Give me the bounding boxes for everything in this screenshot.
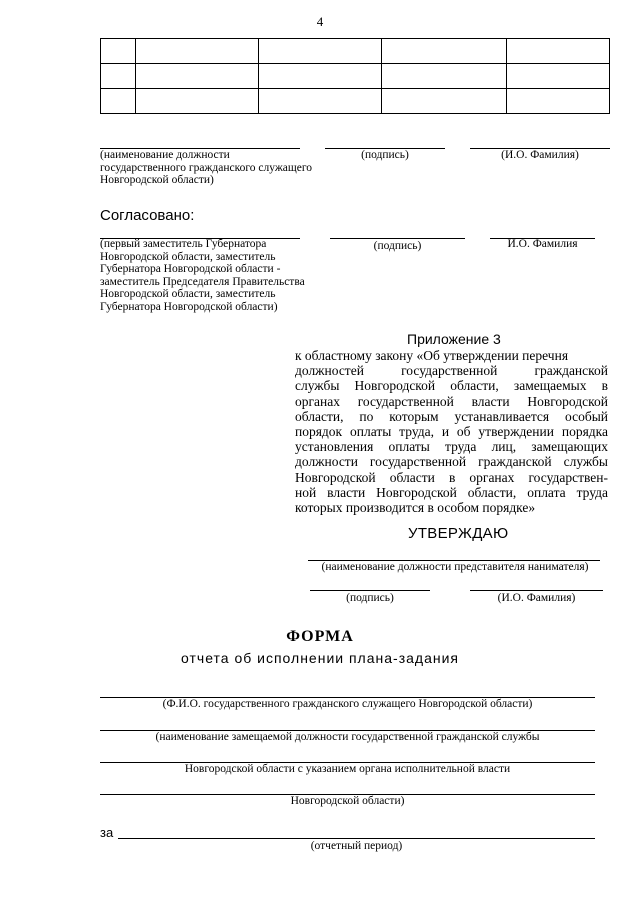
- table-cell: [382, 64, 507, 89]
- position-caption: (наименование замещаемой должности государственной гражданской службы: [155, 731, 540, 743]
- table-row: [101, 89, 610, 114]
- signature-caption: (подпись): [361, 149, 409, 161]
- appendix-line: порядок оплаты труда, и об утверждении порядка: [295, 424, 608, 440]
- appendix-title: Приложение 3: [407, 331, 501, 347]
- fio-caption: (Ф.И.О. государственного гражданского служащего Новгородской области): [162, 698, 533, 710]
- table-cell: [136, 39, 259, 64]
- deputy-position-caption: (первый заместитель Губернатора Новгородской области, заместитель Губернатора Новгородской области - заместитель Председателя Правительства Новгородской области, заместитель Губернатора Новгородской области): [100, 238, 305, 313]
- form-subtitle: отчета об исполнении плана-задания: [181, 650, 459, 666]
- signature-line-signature: [330, 238, 465, 239]
- appendix-line: ной власти Новгородской области, оплата труда: [295, 484, 608, 500]
- signature-caption: (подпись): [346, 592, 394, 604]
- appendix-line: должности государственной гражданской службы: [295, 454, 608, 470]
- period-line: [118, 838, 595, 839]
- appendix-line: к областному закону «Об утверждении перечня: [295, 348, 569, 363]
- appendix-line: Новгородской области в органах государствен-: [295, 469, 608, 485]
- table-cell: [259, 64, 382, 89]
- signature-caption: (подпись): [373, 240, 422, 252]
- plan-table: [100, 38, 610, 114]
- appendix-line: органах государственной власти Новгородской: [295, 393, 608, 409]
- appendix-line: службы Новгородской области, замещаемых в: [295, 378, 608, 394]
- signature-line-name: [470, 590, 603, 591]
- table-cell: [136, 89, 259, 114]
- appendix-line: которых производится в особом порядке»: [295, 500, 536, 516]
- employee-position-caption: (наименование должности государственного гражданского служащего Новгородской области): [100, 149, 313, 186]
- name-caption: И.О. Фамилия: [507, 238, 578, 250]
- table-row: [101, 39, 610, 64]
- appendix-text: [295, 348, 608, 515]
- table-cell: [507, 64, 610, 89]
- approve-label: УТВЕРЖДАЮ: [408, 525, 509, 542]
- table-cell: [382, 89, 507, 114]
- name-caption: (И.О. Фамилия): [501, 149, 579, 161]
- table-row: [101, 64, 610, 89]
- period-caption: (отчетный период): [310, 840, 403, 852]
- position-caption: Новгородской области с указанием органа исполнительной власти: [184, 763, 511, 775]
- table-cell: [382, 39, 507, 64]
- table-cell: [259, 39, 382, 64]
- appendix-line: области, по которым устанавливается особый: [295, 408, 608, 424]
- table-cell: [101, 39, 136, 64]
- table-cell: [101, 64, 136, 89]
- period-prefix: за: [100, 825, 114, 840]
- signature-line-signature: [310, 590, 430, 591]
- position-caption: Новгородской области): [290, 795, 405, 807]
- agreed-label: Согласовано:: [100, 207, 195, 224]
- name-caption: (И.О. Фамилия): [497, 592, 576, 604]
- appendix-line: должностей государственной гражданской: [295, 363, 608, 379]
- employer-position-caption: (наименование должности представителя нанимателя): [321, 561, 589, 573]
- table-cell: [507, 89, 610, 114]
- table-cell: [136, 64, 259, 89]
- table-cell: [507, 39, 610, 64]
- table-cell: [259, 89, 382, 114]
- appendix-line: установления оплаты труда лиц, замещающих: [295, 439, 608, 455]
- table-cell: [101, 89, 136, 114]
- page-number: 4: [316, 14, 324, 29]
- form-title: ФОРМА: [286, 628, 354, 645]
